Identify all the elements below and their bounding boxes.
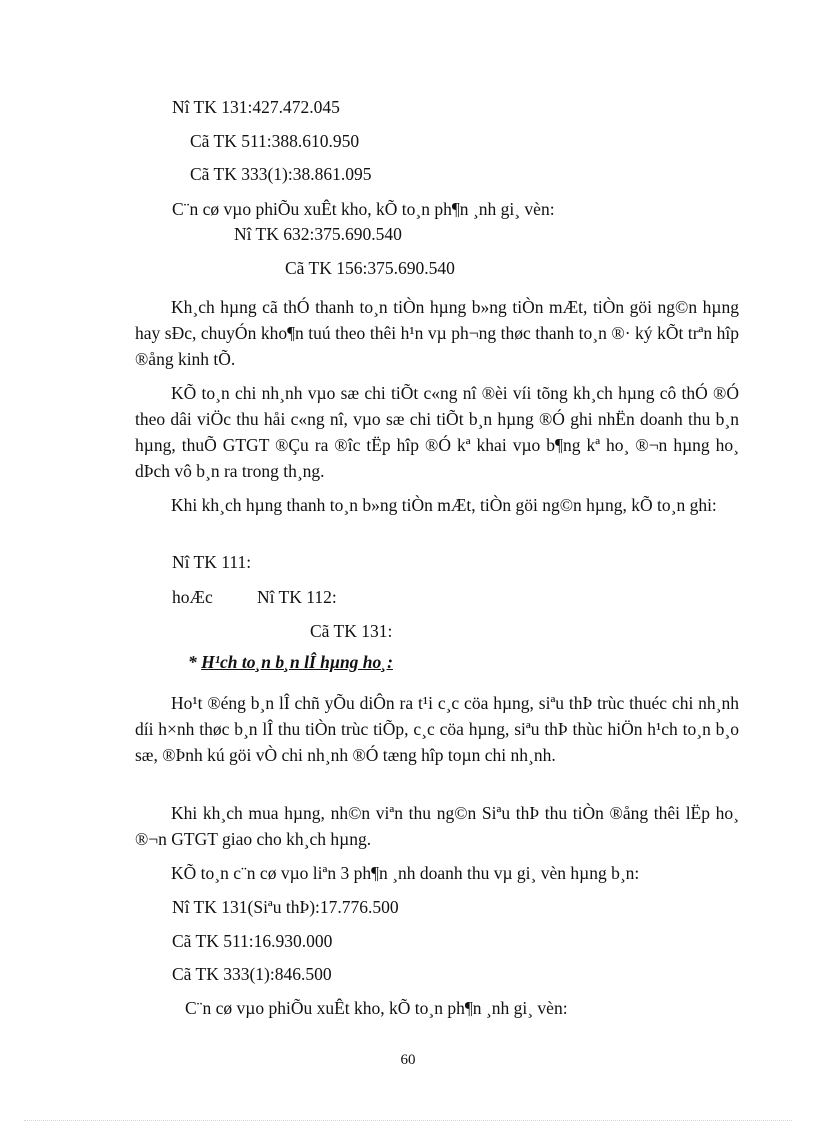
journal-entry-debit-112: Nî TK 112: [257,587,337,607]
footer-divider [24,1120,792,1121]
paragraph-cash-payment: Khi kh¸ch hµng thanh to¸n b»ng tiÒn mÆt, tiÒn göi ng©n hµng, kÕ to¸n ghi: [171,495,717,515]
journal-entry-debit-111: Nî TK 111: [172,552,252,572]
heading-text: H¹ch to¸n b¸n lÎ hµng ho¸: [201,652,393,672]
paragraph-payment-methods: Kh¸ch hµng cã thÓ thanh to¸n tiÒn hµng b»ng tiÒn mÆt, tiÒn göi ng©n hµng hay sÐc, chuyÓn kho¶n tuú theo thêi h¹n vµ ph¬ng thøc thanh to¸n ®· ký kÕt trªn hîp ®ång kinh tÕ. [135,297,739,369]
journal-entry-debit-131-supermarket: Nî TK 131(Siªu thÞ):17.776.500 [172,897,399,917]
journal-entry-credit-511-retail: Cã TK 511:16.930.000 [172,931,333,951]
paragraph-revenue-cost: KÕ to¸n c¨n cø vµo liªn 3 ph¶n ¸nh doanh thu vµ gi¸ vèn hµng b¸n: [171,863,640,883]
cost-intro: C¨n cø vµo phiÕu xuÊt kho, kÕ to¸n ph¶n ¸nh gi¸ vèn: [172,199,555,219]
journal-entry-credit-333-retail: Cã TK 333(1):846.500 [172,964,332,984]
cost-intro-retail: C¨n cø vµo phiÕu xuÊt kho, kÕ to¸n ph¶n ¸nh gi¸ vèn: [185,998,568,1018]
journal-entry-credit-333: Cã TK 333(1):38.861.095 [190,164,372,184]
heading-marker: * [188,652,197,672]
or-word: hoÆc [172,587,213,607]
journal-entry-credit-156: Cã TK 156:375.690.540 [285,258,455,278]
paragraph-retail-activity: Ho¹t ®éng b¸n lÎ chñ yÕu diÔn ra t¹i c¸c cöa hµng, siªu thÞ trùc thuéc chi nh¸nh díi h×nh thøc b¸n lÎ thu tiÒn trùc tiÕp, c¸c cöa hµng, siªu thÞ thùc hiÖn h¹ch to¸n b¸o sæ, ®Þnh kú göi vÒ chi nh¸nh ®Ó tæng hîp toµn chi nh¸nh. [135,693,739,765]
section-heading [188,651,393,673]
page-number: 60 [400,1052,416,1068]
paragraph-branch-accounting: KÕ to¸n chi nh¸nh vµo sæ chi tiÕt c«ng nî ®èi víi tõng kh¸ch hµng cô thÓ ®Ó theo dâi viÖc thu håi c«ng nî, vµo sæ chi tiÕt b¸n hµng ®Ó ghi nhËn doanh thu b¸n hµng, thuÕ GTGT ®Çu ra ®îc tËp hîp ®Ó kª khai vµo b¶ng kª ho¸ ®¬n hµng ho¸ dÞch vô b¸n ra trong th¸ng. [135,383,739,481]
journal-entry-debit-131: Nî TK 131:427.472.045 [172,97,340,117]
journal-entry-debit-632: Nî TK 632:375.690.540 [234,224,402,244]
paragraph-cashier: Khi kh¸ch mua hµng, nh©n viªn thu ng©n Siªu thÞ thu tiÒn ®ång thêi lËp ho¸ ®¬n GTGT giao cho kh¸ch hµng. [135,803,739,849]
journal-entry-credit-511: Cã TK 511:388.610.950 [190,131,360,151]
journal-entry-credit-131: Cã TK 131: [310,621,393,641]
